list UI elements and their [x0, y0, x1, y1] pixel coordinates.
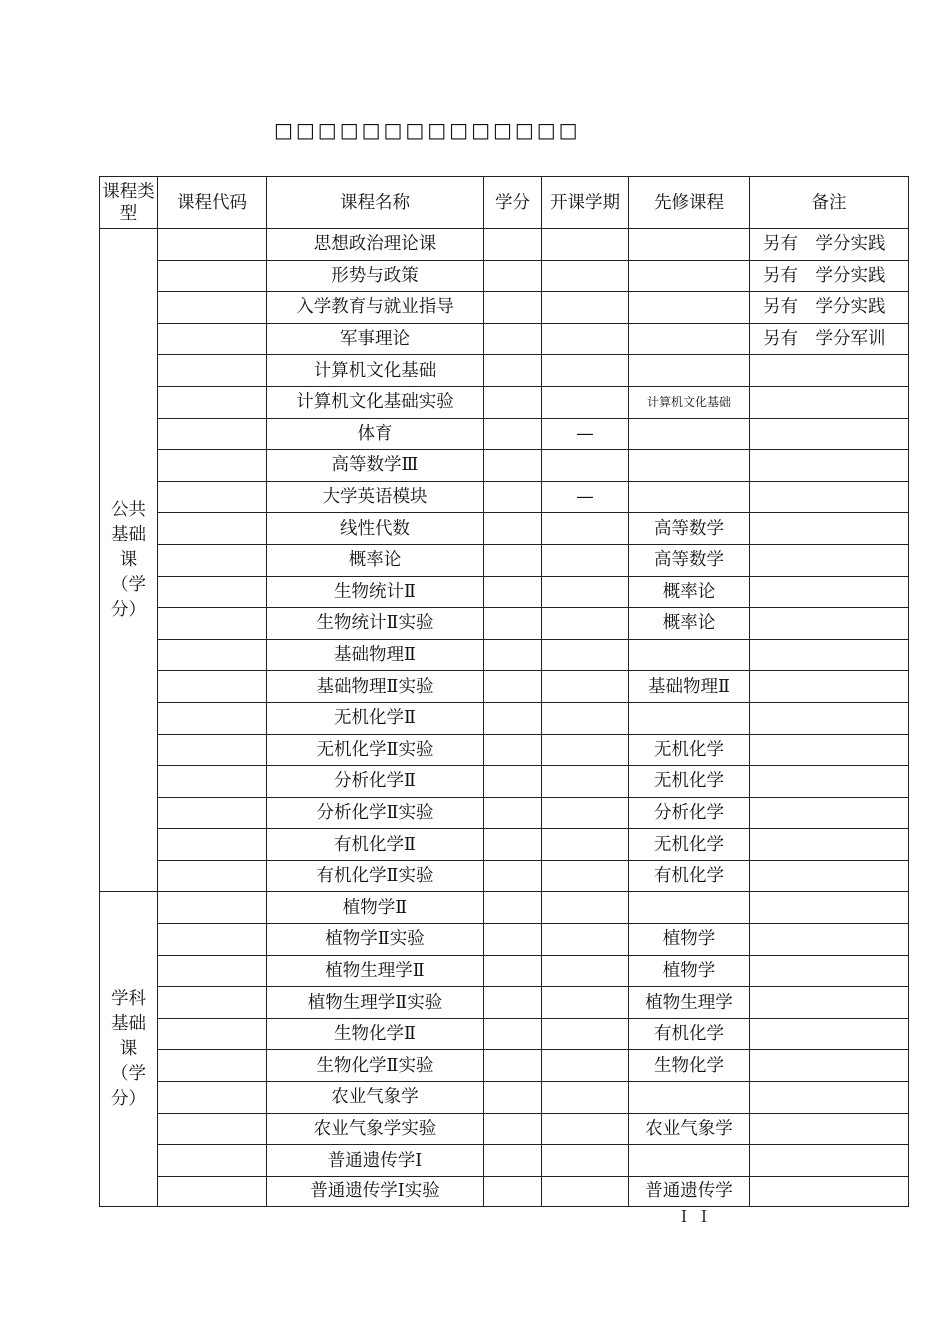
semester-cell	[542, 1018, 629, 1050]
credits-cell	[484, 924, 542, 956]
semester-cell	[542, 955, 629, 987]
remark-cell	[750, 797, 909, 829]
page-title: □□□□□□□□□□□□□□	[274, 118, 581, 142]
prerequisite-cell: 植物学	[629, 955, 750, 987]
credits-cell	[484, 987, 542, 1019]
course-code-cell	[158, 829, 267, 861]
course-name-cell: 植物学Ⅱ实验	[267, 924, 484, 956]
credits-cell	[484, 1176, 542, 1206]
course-code-cell	[158, 639, 267, 671]
prerequisite-cell: 植物生理学	[629, 987, 750, 1019]
prerequisite-cell: 分析化学	[629, 797, 750, 829]
course-type-cell: 公共基础课（学分）	[100, 229, 158, 892]
credits-cell	[484, 955, 542, 987]
prerequisite-cell: 高等数学	[629, 513, 750, 545]
course-code-cell	[158, 450, 267, 482]
prerequisite-cell: 植物学	[629, 924, 750, 956]
remark-cell: 另有 学分实践	[750, 260, 909, 292]
remark-cell	[750, 892, 909, 924]
course-name-cell: 生物化学Ⅱ	[267, 1018, 484, 1050]
prerequisite-cell: 有机化学	[629, 1018, 750, 1050]
course-name-cell: 计算机文化基础实验	[267, 386, 484, 418]
semester-cell	[542, 702, 629, 734]
course-code-cell	[158, 260, 267, 292]
table-row	[100, 671, 909, 703]
course-name-cell: 概率论	[267, 544, 484, 576]
semester-cell	[542, 797, 629, 829]
course-code-cell	[158, 513, 267, 545]
credits-cell	[484, 386, 542, 418]
prerequisite-cell: 概率论	[629, 576, 750, 608]
table-row	[100, 323, 909, 355]
course-code-cell	[158, 860, 267, 892]
semester-cell	[542, 829, 629, 861]
course-name-cell: 体育	[267, 418, 484, 450]
prerequisite-cell: 无机化学	[629, 734, 750, 766]
remark-cell	[750, 766, 909, 798]
table-row	[100, 639, 909, 671]
remark-cell	[750, 734, 909, 766]
remark-cell	[750, 955, 909, 987]
course-name-cell: 普通遗传学Ⅰ	[267, 1145, 484, 1177]
remark-cell	[750, 386, 909, 418]
semester-cell	[542, 576, 629, 608]
remark-cell	[750, 1082, 909, 1114]
course-code-cell	[158, 229, 267, 261]
prerequisite-cell	[629, 481, 750, 513]
credits-cell	[484, 829, 542, 861]
table-row	[100, 292, 909, 324]
semester-cell	[542, 386, 629, 418]
course-name-cell: 生物统计Ⅱ	[267, 576, 484, 608]
course-code-cell	[158, 955, 267, 987]
semester-cell	[542, 260, 629, 292]
course-name-cell: 农业气象学实验	[267, 1113, 484, 1145]
semester-cell	[542, 734, 629, 766]
course-name-cell: 分析化学Ⅱ实验	[267, 797, 484, 829]
course-code-cell	[158, 1082, 267, 1114]
course-code-cell	[158, 481, 267, 513]
remark-cell	[750, 1145, 909, 1177]
prerequisite-cell	[629, 292, 750, 324]
remark-cell	[750, 450, 909, 482]
prerequisite-cell: 高等数学	[629, 544, 750, 576]
prerequisite-cell: 生物化学	[629, 1050, 750, 1082]
semester-cell	[542, 892, 629, 924]
remark-cell	[750, 608, 909, 640]
remark-cell	[750, 576, 909, 608]
course-name-cell: 生物统计Ⅱ实验	[267, 608, 484, 640]
credits-cell	[484, 797, 542, 829]
course-name-cell: 军事理论	[267, 323, 484, 355]
semester-cell	[542, 924, 629, 956]
course-code-cell	[158, 924, 267, 956]
overflow-text: ＩＩ	[676, 1207, 717, 1226]
course-code-cell	[158, 1145, 267, 1177]
course-code-cell	[158, 892, 267, 924]
table-row	[100, 702, 909, 734]
credits-cell	[484, 892, 542, 924]
prerequisite-cell: 计算机文化基础	[629, 386, 750, 418]
course-code-cell	[158, 671, 267, 703]
table-row	[100, 544, 909, 576]
course-code-cell	[158, 418, 267, 450]
header-remark: 备注	[750, 177, 909, 229]
prerequisite-cell: 无机化学	[629, 829, 750, 861]
table-row	[100, 1050, 909, 1082]
semester-cell	[542, 292, 629, 324]
semester-cell	[542, 1050, 629, 1082]
semester-cell: —	[542, 418, 629, 450]
prerequisite-cell	[629, 418, 750, 450]
header-semester: 开课学期	[542, 177, 629, 229]
prerequisite-cell	[629, 260, 750, 292]
table-row	[100, 829, 909, 861]
course-code-cell	[158, 702, 267, 734]
course-code-cell	[158, 544, 267, 576]
semester-cell	[542, 450, 629, 482]
course-name-cell: 高等数学Ⅲ	[267, 450, 484, 482]
course-code-cell	[158, 1176, 267, 1206]
course-code-cell	[158, 766, 267, 798]
prerequisite-cell	[629, 702, 750, 734]
table-row	[100, 260, 909, 292]
semester-cell	[542, 766, 629, 798]
remark-cell: 另有 学分实践	[750, 292, 909, 324]
semester-cell	[542, 323, 629, 355]
credits-cell	[484, 481, 542, 513]
remark-cell: 另有 学分军训	[750, 323, 909, 355]
course-code-cell	[158, 323, 267, 355]
course-code-cell	[158, 1018, 267, 1050]
table-row	[100, 1176, 909, 1206]
credits-cell	[484, 608, 542, 640]
prerequisite-cell: 无机化学	[629, 766, 750, 798]
table-row	[100, 608, 909, 640]
credits-cell	[484, 576, 542, 608]
course-code-cell	[158, 608, 267, 640]
table-row	[100, 1082, 909, 1114]
semester-cell	[542, 987, 629, 1019]
remark-cell	[750, 987, 909, 1019]
course-code-cell	[158, 1113, 267, 1145]
course-name-cell: 植物生理学Ⅱ	[267, 955, 484, 987]
remark-cell	[750, 355, 909, 387]
table-row	[100, 450, 909, 482]
table-row	[100, 1018, 909, 1050]
course-code-cell	[158, 386, 267, 418]
course-name-cell: 无机化学Ⅱ实验	[267, 734, 484, 766]
table-row	[100, 229, 909, 261]
credits-cell	[484, 766, 542, 798]
remark-cell	[750, 544, 909, 576]
table-row	[100, 481, 909, 513]
semester-cell	[542, 513, 629, 545]
credits-cell	[484, 260, 542, 292]
course-name-cell: 思想政治理论课	[267, 229, 484, 261]
prerequisite-cell: 基础物理Ⅱ	[629, 671, 750, 703]
table-row	[100, 513, 909, 545]
semester-cell	[542, 671, 629, 703]
prerequisite-cell	[629, 450, 750, 482]
course-code-cell	[158, 292, 267, 324]
header-course-type: 课程类型	[100, 177, 158, 229]
course-name-cell: 有机化学Ⅱ	[267, 829, 484, 861]
course-name-cell: 无机化学Ⅱ	[267, 702, 484, 734]
remark-cell	[750, 418, 909, 450]
course-code-cell	[158, 576, 267, 608]
remark-cell: 另有 学分实践	[750, 229, 909, 261]
semester-cell	[542, 860, 629, 892]
credits-cell	[484, 229, 542, 261]
table-row	[100, 860, 909, 892]
semester-cell	[542, 229, 629, 261]
table-row	[100, 892, 909, 924]
header-credits: 学分	[484, 177, 542, 229]
course-name-cell: 基础物理Ⅱ实验	[267, 671, 484, 703]
semester-cell	[542, 608, 629, 640]
prerequisite-cell	[629, 1145, 750, 1177]
remark-cell	[750, 481, 909, 513]
remark-cell	[750, 1113, 909, 1145]
table-row	[100, 924, 909, 956]
header-course-code: 课程代码	[158, 177, 267, 229]
credits-cell	[484, 639, 542, 671]
course-name-cell: 形势与政策	[267, 260, 484, 292]
credits-cell	[484, 513, 542, 545]
credits-cell	[484, 734, 542, 766]
course-code-cell	[158, 1050, 267, 1082]
table-row	[100, 576, 909, 608]
semester-cell	[542, 1145, 629, 1177]
course-name-cell: 普通遗传学Ⅰ实验	[267, 1176, 484, 1206]
remark-cell	[750, 829, 909, 861]
header-prerequisite: 先修课程	[629, 177, 750, 229]
credits-cell	[484, 323, 542, 355]
course-name-cell: 大学英语模块	[267, 481, 484, 513]
course-name-cell: 计算机文化基础	[267, 355, 484, 387]
semester-cell	[542, 544, 629, 576]
credits-cell	[484, 292, 542, 324]
header-course-name: 课程名称	[267, 177, 484, 229]
course-name-cell: 入学教育与就业指导	[267, 292, 484, 324]
table-row	[100, 386, 909, 418]
table-row	[100, 1113, 909, 1145]
course-code-cell	[158, 797, 267, 829]
table-row	[100, 987, 909, 1019]
remark-cell	[750, 860, 909, 892]
prerequisite-cell	[629, 639, 750, 671]
remark-cell	[750, 671, 909, 703]
prerequisite-cell: 有机化学	[629, 860, 750, 892]
prerequisite-cell: 概率论	[629, 608, 750, 640]
course-name-cell: 分析化学Ⅱ	[267, 766, 484, 798]
credits-cell	[484, 418, 542, 450]
credits-cell	[484, 860, 542, 892]
table-row	[100, 797, 909, 829]
table-row	[100, 955, 909, 987]
credits-cell	[484, 355, 542, 387]
prerequisite-cell: 普通遗传学	[629, 1176, 750, 1206]
remark-cell	[750, 1018, 909, 1050]
course-type-cell: 学科基础课（学分）	[100, 892, 158, 1206]
remark-cell	[750, 1176, 909, 1206]
credits-cell	[484, 1145, 542, 1177]
prerequisite-cell	[629, 1082, 750, 1114]
course-code-cell	[158, 355, 267, 387]
prerequisite-cell: 农业气象学	[629, 1113, 750, 1145]
course-table	[99, 176, 909, 1207]
course-name-cell: 植物学Ⅱ	[267, 892, 484, 924]
course-name-cell: 生物化学Ⅱ实验	[267, 1050, 484, 1082]
table-row	[100, 1145, 909, 1177]
credits-cell	[484, 1082, 542, 1114]
prerequisite-cell	[629, 892, 750, 924]
course-name-cell: 植物生理学Ⅱ实验	[267, 987, 484, 1019]
course-name-cell: 有机化学Ⅱ实验	[267, 860, 484, 892]
table-row	[100, 355, 909, 387]
credits-cell	[484, 702, 542, 734]
semester-cell	[542, 1176, 629, 1206]
remark-cell	[750, 1050, 909, 1082]
remark-cell	[750, 702, 909, 734]
remark-cell	[750, 513, 909, 545]
course-name-cell: 农业气象学	[267, 1082, 484, 1114]
remark-cell	[750, 924, 909, 956]
course-name-cell: 基础物理Ⅱ	[267, 639, 484, 671]
course-code-cell	[158, 734, 267, 766]
semester-cell	[542, 1113, 629, 1145]
table-row	[100, 418, 909, 450]
credits-cell	[484, 450, 542, 482]
table-row	[100, 734, 909, 766]
prerequisite-cell	[629, 229, 750, 261]
semester-cell	[542, 639, 629, 671]
table-header-row	[100, 177, 909, 229]
prerequisite-cell	[629, 323, 750, 355]
course-code-cell	[158, 987, 267, 1019]
semester-cell	[542, 355, 629, 387]
credits-cell	[484, 544, 542, 576]
course-name-cell: 线性代数	[267, 513, 484, 545]
semester-cell	[542, 1082, 629, 1114]
semester-cell: —	[542, 481, 629, 513]
credits-cell	[484, 1050, 542, 1082]
remark-cell	[750, 639, 909, 671]
prerequisite-cell	[629, 355, 750, 387]
credits-cell	[484, 1113, 542, 1145]
credits-cell	[484, 671, 542, 703]
credits-cell	[484, 1018, 542, 1050]
table-row	[100, 766, 909, 798]
